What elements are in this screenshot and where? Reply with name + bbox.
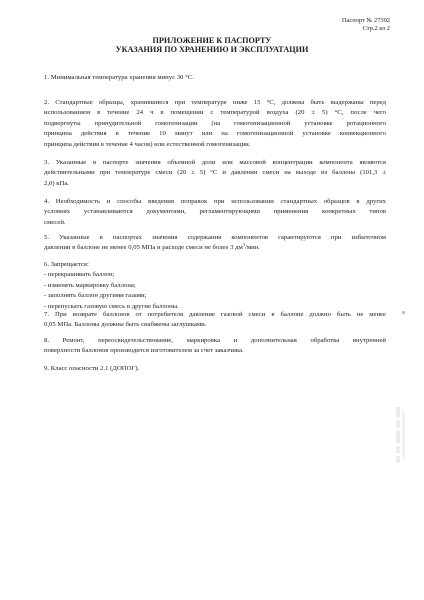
item-2-line: принципа действия в течение 4 часов) или естественной гомогенизации. xyxy=(44,140,251,148)
scan-speck xyxy=(402,311,405,314)
item-6-line: - изменять маркировку баллона; xyxy=(44,281,136,289)
item-2-line: принципа действия в течение 10 минут или на гомогенизационной установке конвекционного xyxy=(44,130,386,138)
item-5-text: /мин. xyxy=(245,244,260,252)
item-4 xyxy=(44,197,386,228)
document-subtitle: УКАЗАНИЯ ПО ХРАНЕНИЮ И ЭКСПЛУАТАЦИИ xyxy=(115,45,309,54)
item-8-line: 8. Ремонт, переосвидетельствование, маркировка и дополнительная обработка внутренней xyxy=(44,337,386,344)
item-7-line: 0,05 МПа. Баллоны должны быть снабжены заглушками. xyxy=(44,321,207,329)
item-3-line: действительными при температуре смеси (20 ± 5) °С и давлении смеси на выходе из баллона (101,3 ± xyxy=(44,169,386,177)
item-6-line: - перепускать газовую смесь в другие баллоны. xyxy=(44,302,179,310)
item-1-line: 1. Минимальная температура хранения минус 30 °С. xyxy=(44,74,194,81)
item-8-line: поверхности баллонов производится изготовителем за счет заказчика. xyxy=(44,347,244,355)
item-8 xyxy=(44,336,386,357)
item-7-line: 7. При возврате баллонов от потребителя давление газовой смеси в баллоне должно быть не менее xyxy=(44,311,386,318)
item-1 xyxy=(44,73,386,83)
passport-number: Паспорт № 27392 xyxy=(341,17,390,24)
item-4-line: смесей. xyxy=(44,218,66,226)
item-4-line: условиях устанавливаются документами, регламентирующими применения конкретных типов xyxy=(44,208,386,216)
item-5-line: 5. Указанные в паспортах значения содержания компонентов гарантируются при избыточном xyxy=(44,234,386,241)
item-9 xyxy=(44,364,386,374)
page-number: Стр.2 из 2 xyxy=(362,25,390,32)
page-header xyxy=(342,17,390,33)
item-2-line: подвергнуты принудительной гомогенизации (на гомогенизационной установке ротационного xyxy=(44,119,386,127)
document-title: ПРИЛОЖЕНИЕ К ПАСПОРТУ xyxy=(152,36,272,45)
item-2 xyxy=(44,98,386,150)
item-2-line: 2. Стандартные образцы, хранившиеся при температуре ниже 15 °С, должны быть выдержаны перед xyxy=(44,99,386,106)
item-6-line: 6. Запрещается: xyxy=(44,261,89,268)
item-6 xyxy=(44,260,386,312)
faint-stamp-mark xyxy=(393,405,409,465)
item-3 xyxy=(44,158,386,189)
item-2-line: использованием в течение 24 ч в помещении с температурой воздуха (20 ± 5) °С, после чего xyxy=(44,109,386,117)
item-5-superscript: 3 xyxy=(242,242,246,248)
item-5-line xyxy=(44,243,386,253)
item-7 xyxy=(44,310,386,331)
item-4-line: 4. Необходимость и способы введения поправок при использовании стандартных образцов в других xyxy=(44,198,386,205)
item-6-line: - заполнять баллон другими газами; xyxy=(44,292,147,300)
item-5 xyxy=(44,233,386,254)
item-3-line: 2,0) кПа. xyxy=(44,179,69,187)
item-9-line: 9. Класс опасности 2.1 (ДОПОГ). xyxy=(44,365,140,372)
item-6-line: - перекрашивать баллон; xyxy=(44,271,115,279)
item-3-line: 3. Указанные в паспорте значения объемной доли или массовой концентрации компонента являются xyxy=(44,159,386,166)
item-5-text: давлении в баллоне не менее 0,05 МПа и расходе смеси не более 3 дм xyxy=(44,244,243,252)
